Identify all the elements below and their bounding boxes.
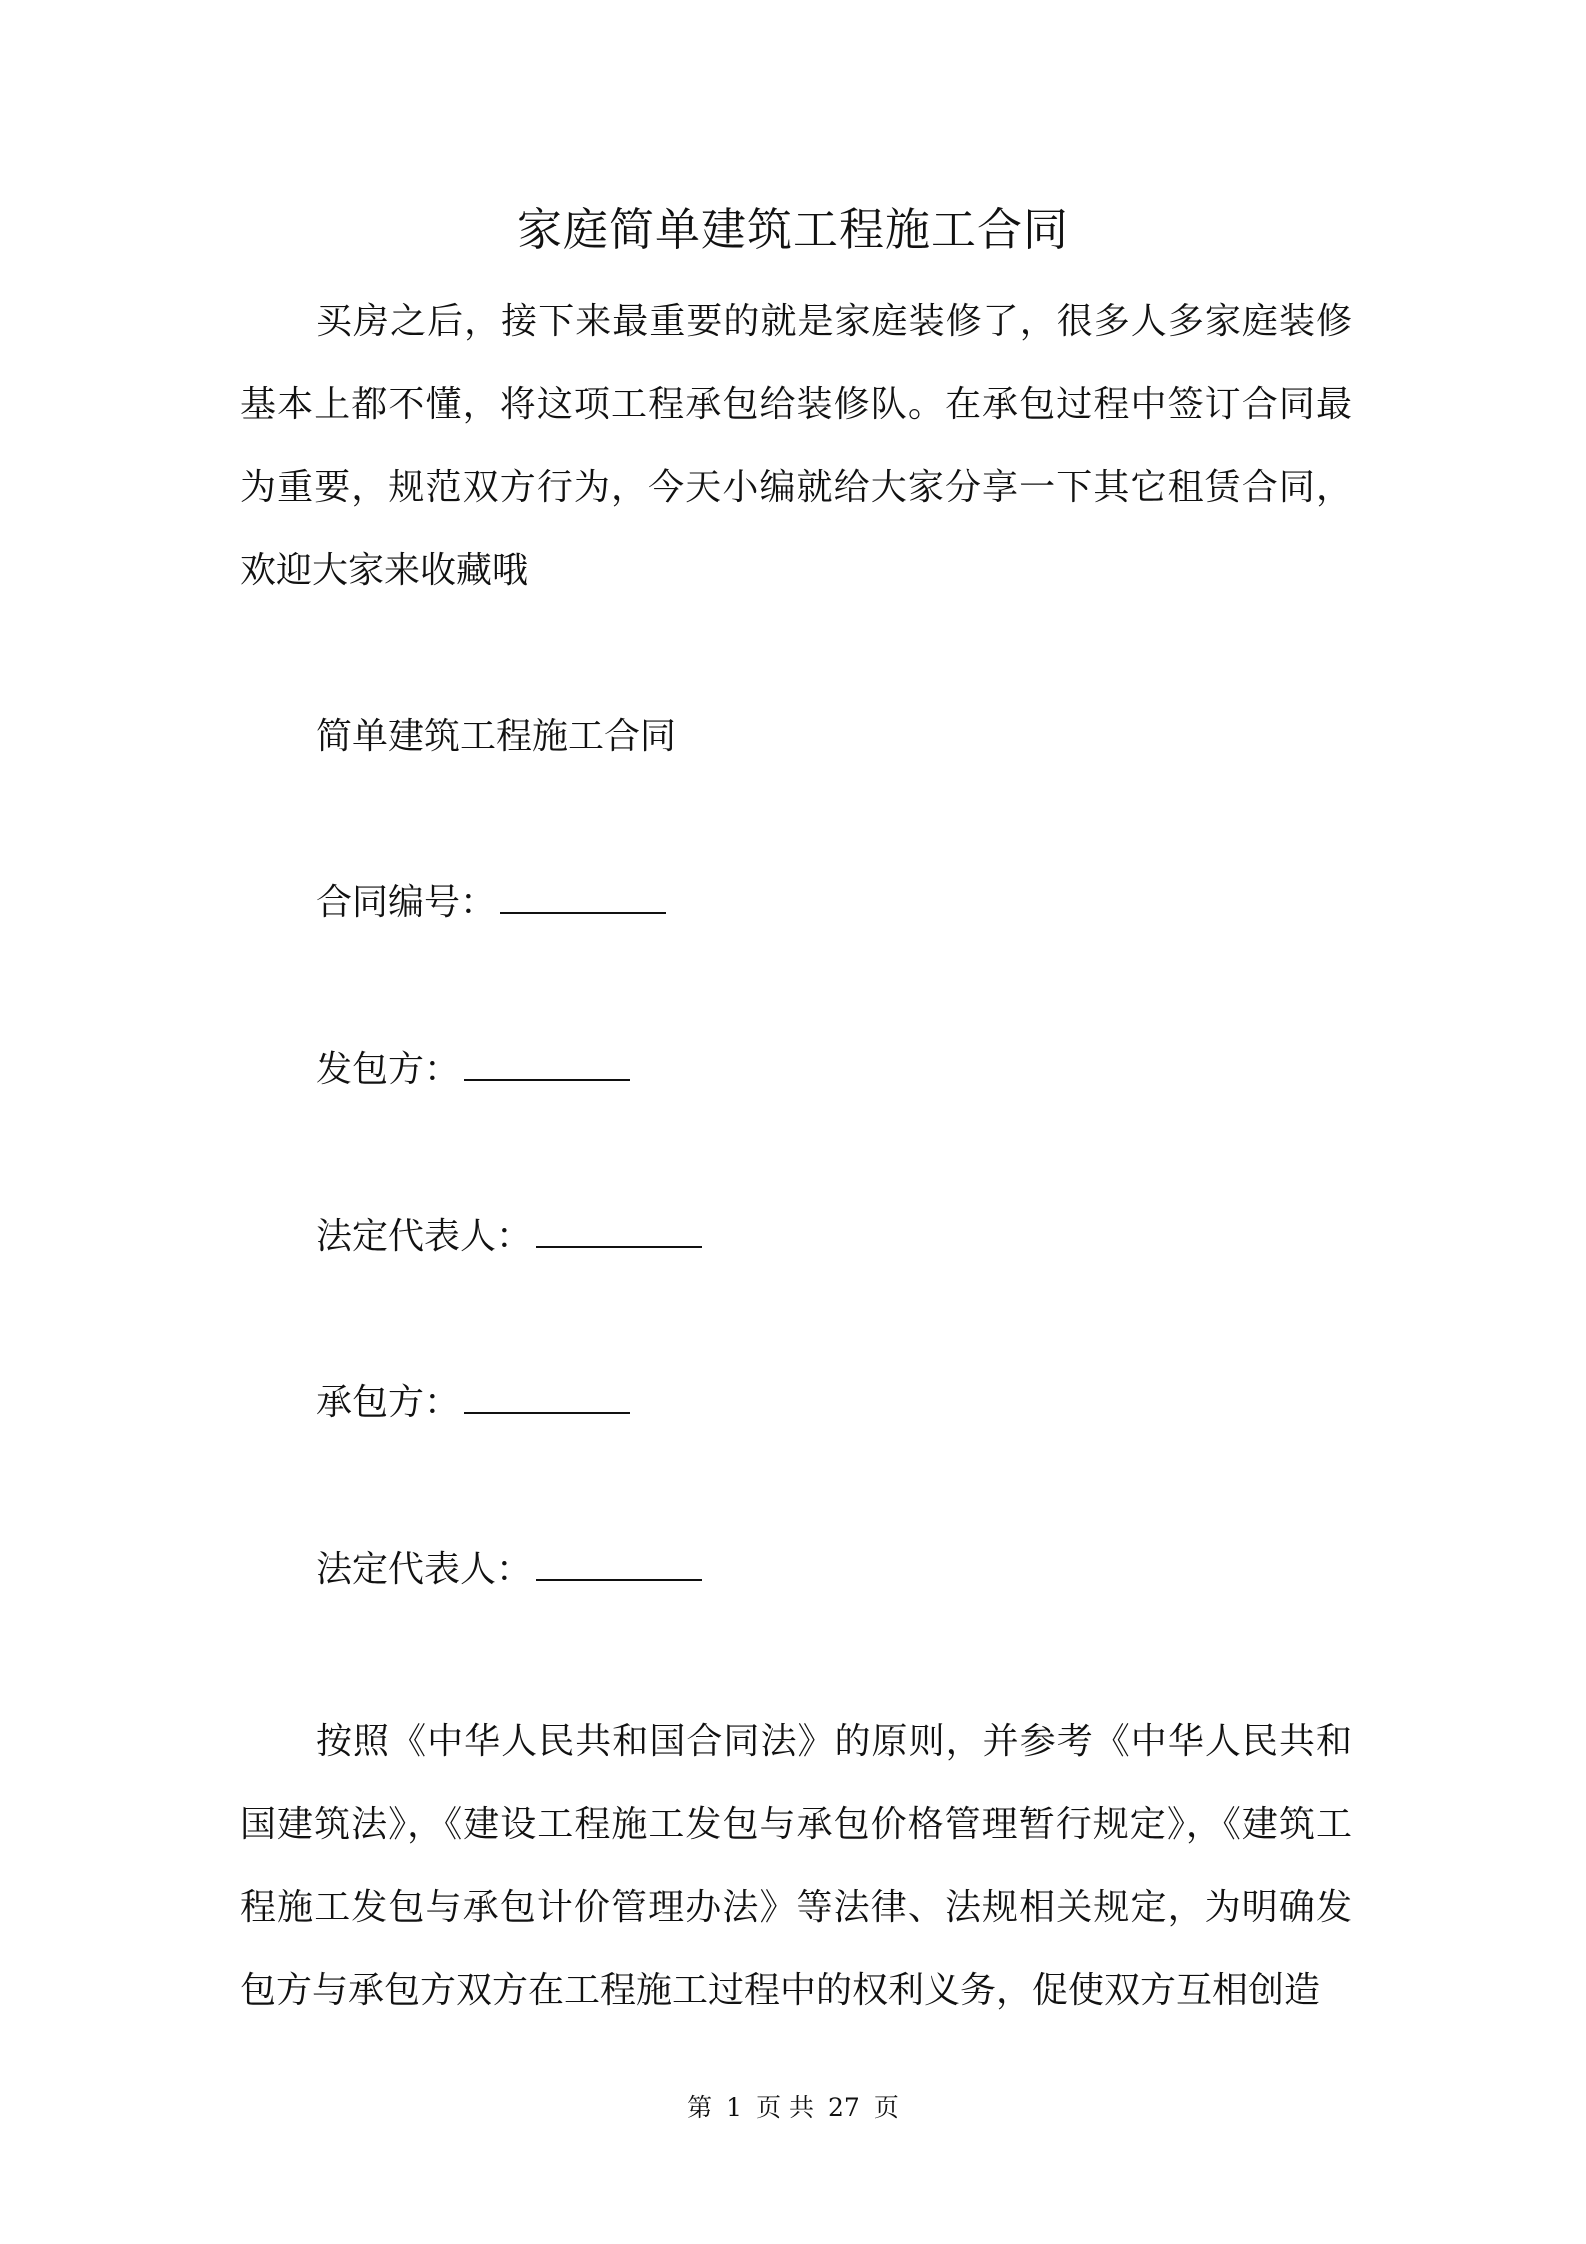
page-middle: 页 共 xyxy=(756,2093,815,2122)
party-a-label: 发包方： xyxy=(316,1049,461,1090)
party-b-blank[interactable] xyxy=(464,1378,630,1414)
contract-number-field xyxy=(316,878,666,928)
party-a-representative-field xyxy=(316,1212,702,1262)
contract-number-blank[interactable] xyxy=(500,878,666,914)
page-prefix: 第 xyxy=(687,2093,713,2122)
party-b-field xyxy=(316,1378,630,1428)
party-a-representative-label: 法定代表人： xyxy=(316,1216,533,1257)
document-title: 家庭简单建筑工程施工合同 xyxy=(516,203,1069,256)
contract-subtitle: 简单建筑工程施工合同 xyxy=(316,716,677,757)
party-b-representative-field xyxy=(316,1545,702,1595)
intro-paragraph: 买房之后，接下来最重要的就是家庭装修了，很多人多家庭装修基本上都不懂，将这项工程承包给装修队。在承包过程中签订合同最为重要，规范双方行为，今天小编就给大家分享一下其它租赁合同，欢迎大家来收藏哦 xyxy=(240,301,1352,591)
party-a-field xyxy=(316,1045,630,1095)
party-a-representative-blank[interactable] xyxy=(536,1212,702,1248)
page-number: 1 xyxy=(726,2093,743,2122)
party-b-representative-blank[interactable] xyxy=(536,1545,702,1581)
party-b-label: 承包方： xyxy=(316,1382,461,1423)
page-suffix: 页 xyxy=(873,2093,899,2122)
party-a-blank[interactable] xyxy=(464,1045,630,1081)
page-footer xyxy=(0,2090,1586,2126)
legal-basis-paragraph: 按照《中华人民共和国合同法》的原则，并参考《中华人民共和国建筑法》，《建设工程施工发包与承包价格管理暂行规定》，《建筑工程施工发包与承包计价管理办法》等法律、法规相关规定，为明确发包方与承包方双方在工程施工过程中的权利义务，促使双方互相创造 xyxy=(240,1721,1352,2011)
page-total: 27 xyxy=(828,2093,860,2122)
contract-number-label: 合同编号： xyxy=(316,882,497,923)
party-b-representative-label: 法定代表人： xyxy=(316,1549,533,1590)
